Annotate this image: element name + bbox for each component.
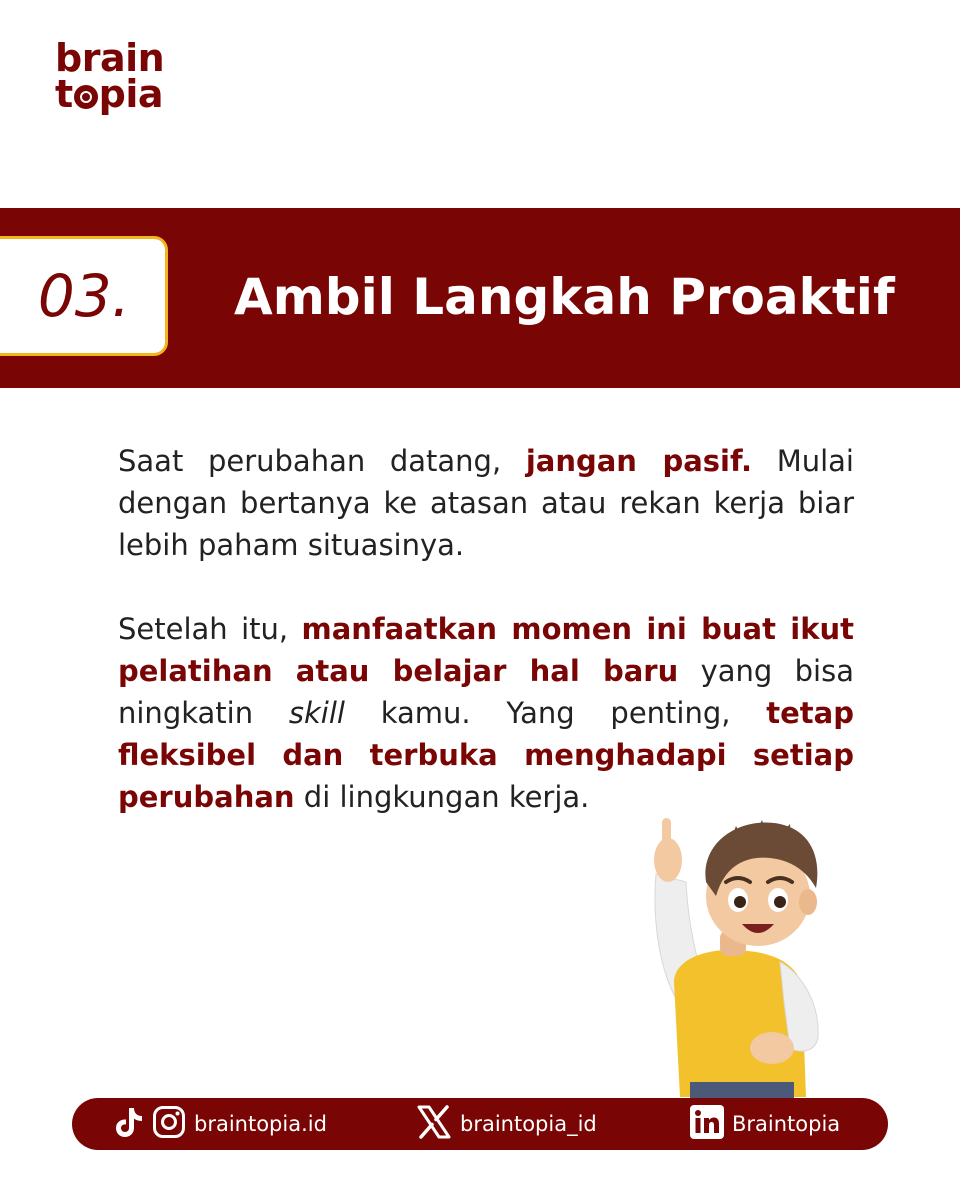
p2-text-4: di lingkungan kerja. — [294, 780, 590, 814]
social-tiktok-instagram[interactable] — [114, 1098, 327, 1150]
braintopia-logo — [55, 36, 165, 116]
logo-line-2-prefix: t — [55, 72, 73, 116]
linkedin-icon[interactable] — [690, 1105, 724, 1144]
tiktok-icon[interactable] — [114, 1106, 144, 1143]
logo-line-2 — [55, 72, 164, 116]
p1-text-2: Mulai dengan bertanya ke atasan atau rekan kerja biar lebih paham situasinya. — [118, 444, 854, 562]
social-footer — [72, 1098, 888, 1150]
page-title: Ambil Langkah Proaktif — [234, 268, 895, 326]
brain-icon — [74, 85, 98, 109]
step-number-box — [0, 236, 168, 356]
logo-line-1: brain — [55, 36, 165, 80]
logo-line-2-suffix: pia — [98, 72, 164, 116]
social-x[interactable] — [416, 1098, 597, 1150]
p2-text-3: kamu. Yang penting, — [344, 696, 767, 730]
paragraph-1 — [118, 440, 854, 566]
p2-text-1: Setelah itu, — [118, 612, 302, 646]
paragraph-2 — [118, 608, 854, 818]
step-number: 03. — [37, 262, 131, 330]
social-linkedin[interactable] — [690, 1098, 840, 1150]
p2-text-2: yang bisa ningkatin — [118, 654, 854, 730]
instagram-handle[interactable]: braintopia.id — [194, 1112, 327, 1136]
p2-highlight-1: manfaatkan momen ini buat ikut pelatihan atau belajar hal baru — [118, 612, 854, 688]
character-illustration — [630, 812, 830, 1102]
p2-emphasis: skill — [288, 696, 345, 730]
x-icon[interactable] — [416, 1104, 452, 1145]
body-text — [118, 440, 854, 818]
linkedin-name[interactable]: Braintopia — [732, 1112, 841, 1136]
p2-highlight-2: tetap fleksibel dan terbuka menghadapi setiap perubahan — [118, 696, 854, 814]
instagram-icon[interactable] — [152, 1105, 186, 1144]
x-handle[interactable]: braintopia_id — [460, 1112, 597, 1136]
p1-highlight-1: jangan pasif. — [525, 444, 753, 478]
p1-text-1: Saat perubahan datang, — [118, 444, 526, 478]
